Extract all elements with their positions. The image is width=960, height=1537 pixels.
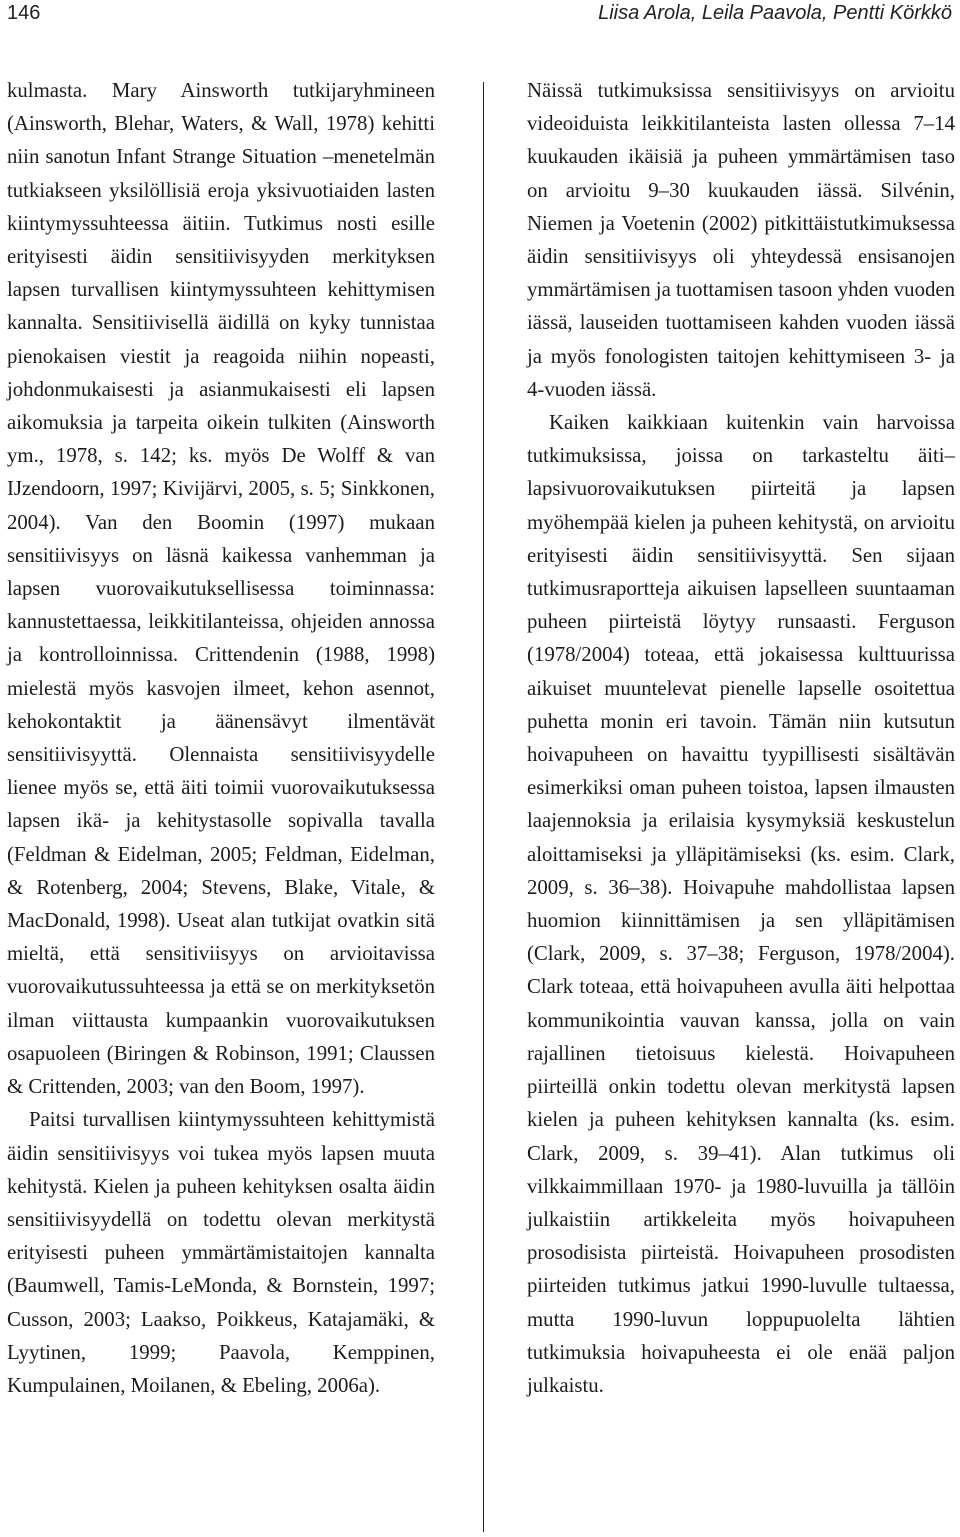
page-number: 146	[7, 2, 41, 24]
right-column	[527, 74, 955, 1402]
left-paragraph-2: Paitsi turvallisen kiintymyssuhteen kehittymistä äidin sensitiivisyys voi tukea myös lapsen muuta kehitystä. Kielen ja puheen kehityksen osalta äidin sensitiivisyydellä on todettu olevan merkitystä erityisesti puheen ymmärtämistaitojen kannalta (Baumwell, Tamis-LeMonda, & Bornstein, 1997; Cusson, 2003; Laakso, Poikkeus, Katajamäki, & Lyytinen, 1999; Paavola, Kemppinen, Kumpulainen, Moilanen, & Ebeling, 2006a).	[7, 1108, 435, 1397]
column-divider	[483, 82, 484, 1532]
page-header	[0, 0, 960, 40]
right-paragraph-2: Kaiken kaikkiaan kuitenkin vain harvoissa tutkimuksissa, joissa on tarkasteltu äiti–lapsivuorovaikutuksen piirteitä ja lapsen myöhempää kielen ja puheen kehitystä, on arvioitu erityisesti äidin sensitiivisyyttä. Sen sijaan tutkimusraportteja aikuisen lapselleen suuntaaman puheen piirteistä löytyy runsaasti. Ferguson (1978/2004) toteaa, että jokaisessa kulttuurissa aikuiset muuntelevat pienelle lapselle osoitettua puhetta monin eri tavoin. Tämän niin kutsutun hoivapuheen on havaittu tyypillisesti sisältävän esimerkiksi oman puheen toistoa, lapsen ilmausten laajennoksia ja erilaisia kysymyksiä keskustelun aloittamiseksi ja ylläpitämiseksi (ks. esim. Clark, 2009, s. 36–38). Hoivapuhe mahdollistaa lapsen huomion kiinnittämisen ja sen ylläpitämisen (Clark, 2009, s. 37–38; Ferguson, 1978/2004). Clark toteaa, että hoivapuheen avulla äiti helpottaa kommunikointia vauvan kanssa, jolla on vain rajallinen tietoisuus kielestä. Hoivapuheen piirteillä onkin todettu olevan merkitystä lapsen kielen ja puheen kehityksen kannalta (ks. esim. Clark, 2009, s. 39–41). Alan tutkimus oli vilkkaimmillaan 1970- ja 1980-luvuilla ja tällöin julkaistiin artikkeleita myös hoivapuheen prosodisista piirteistä. Hoivapuheen prosodisten piirteiden tutkimus jatkui 1990-luvulle tultaessa, mutta 1990-luvun loppupuolelta lähtien tutkimuksia hoivapuheesta ei ole enää paljon julkaistu.	[527, 411, 955, 1397]
left-paragraph-1: kulmasta. Mary Ainsworth tutkijaryhmineen (Ainsworth, Blehar, Waters, & Wall, 1978) kehitti niin sanotun Infant Strange Situation –menetelmän tutkiakseen yksilöllisiä eroja yksivuotiaiden lasten kiintymyssuhteessa äitiin. Tutkimus nosti esille erityisesti äidin sensitiivisyyden merkityksen lapsen turvallisen kiintymyssuhteen kehittymisen kannalta. Sensitiivisellä äidillä on kyky tunnistaa pienokaisen viestit ja reagoida niihin nopeasti, johdonmukaisesti ja asianmukaisesti eli lapsen aikomuksia ja tarpeita oikein tulkiten (Ainsworth ym., 1978, s. 142; ks. myös De Wolff & van IJzendoorn, 1997; Kivijärvi, 2005, s. 5; Sinkkonen, 2004). Van den Boomin (1997) mukaan sensitiivisyys on läsnä kaikessa vanhemman ja lapsen vuorovaikutuksellisessa toiminnassa: kannustettaessa, leikkitilanteissa, ohjeiden annossa ja kontrolloinnissa. Crittendenin (1988, 1998) mielestä myös kasvojen ilmeet, kehon asennot, kehokontaktit ja äänensävyt ilmentävät sensitiivisyyttä. Olennaista sensitiivisyydelle lienee myös se, että äiti toimii vuorovaikutuksessa lapsen ikä- ja kehitystasolle sopivalla tavalla (Feldman & Eidelman, 2005; Feldman, Eidelman, & Rotenberg, 2004; Stevens, Blake, Vitale, & MacDonald, 1998). Useat alan tutkijat ovatkin sitä mieltä, että sensitiviisyys on arvioitavissa vuorovaikutussuhteessa ja että se on merkityksetön ilman viittausta kumpaankin vuorovaikutuksen osapuoleen (Biringen & Robinson, 1991; Claussen & Crittenden, 2003; van den Boom, 1997).	[7, 79, 435, 1099]
left-column	[7, 74, 435, 1402]
running-head-authors: Liisa Arola, Leila Paavola, Pentti Körkkö	[598, 2, 952, 24]
right-paragraph-1: Näissä tutkimuksissa sensitiivisyys on arvioitu videoiduista leikkitilanteista lasten ollessa 7–14 kuukauden ikäisiä ja puheen ymmärtämisen taso on arvioitu 9–30 kuukauden iässä. Silvénin, Niemen ja Voetenin (2002) pitkittäistutkimuksessa äidin sensitiivisyys oli yhteydessä ensisanojen ymmärtämisen ja tuottamisen tasoon yhden vuoden iässä, lauseiden tuottamiseen kahden vuoden iässä ja myös fonologisten taitojen kehittymiseen 3- ja 4-vuoden iässä.	[527, 79, 955, 401]
